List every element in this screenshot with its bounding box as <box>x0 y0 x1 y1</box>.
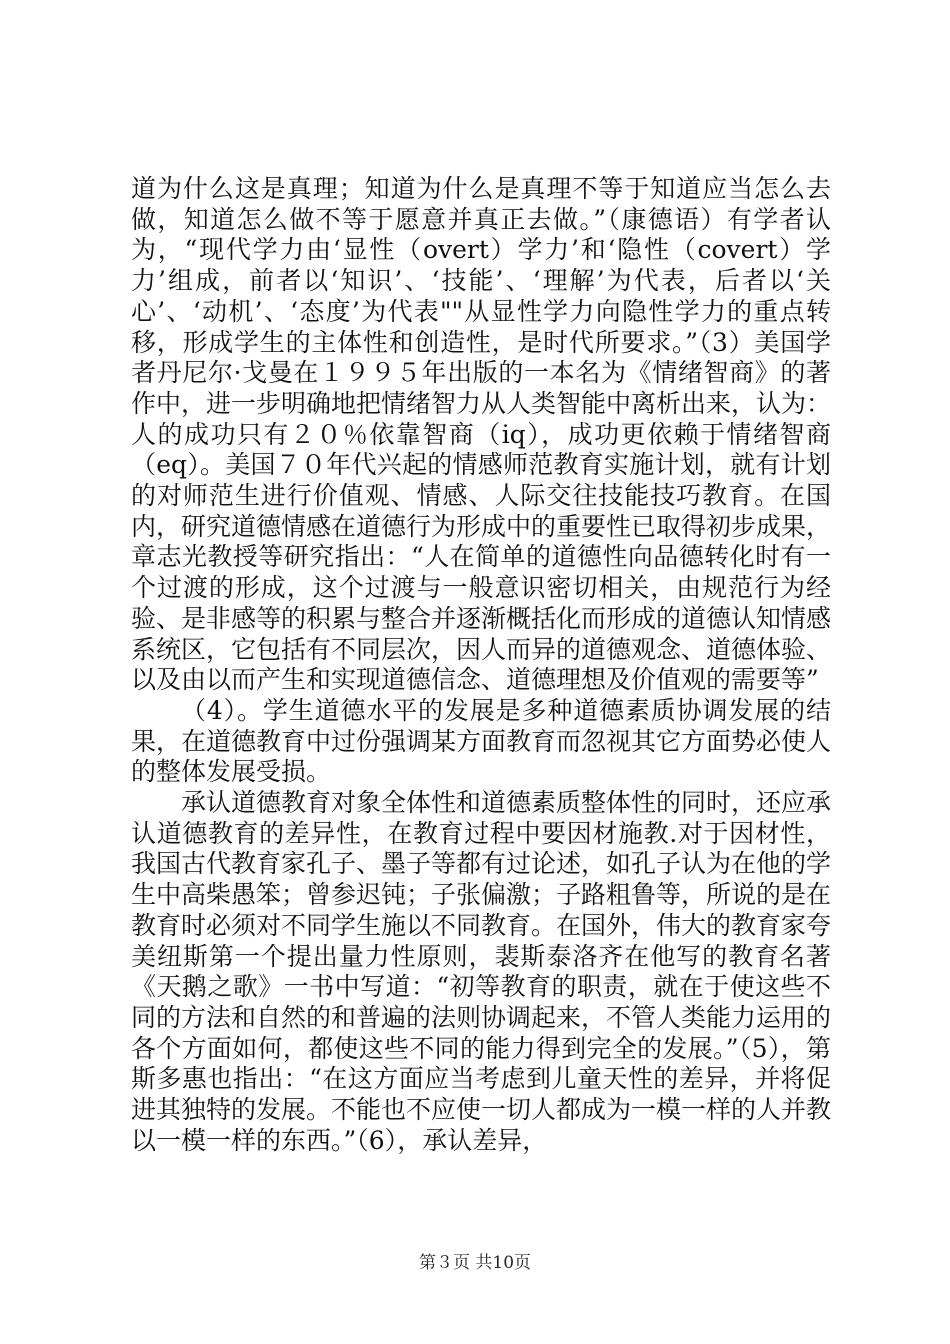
paragraph: （4）。学生道德水平的发展是多种道德素质协调发展的结果，在道德教育中过份强调某方面教育而忽视其它方面势必使人的整体发展受损。 <box>131 695 832 787</box>
document-body <box>131 174 831 1157</box>
page-number: 第３页 共10页 <box>418 1253 532 1273</box>
paragraph-continued: 道为什么这是真理；知道为什么是真理不等于知道应当怎么去做，知道怎么做不等于愿意并真正去做。”（康德语）有学者认为，“现代学力由‘显性（overt）学力’和‘隐性（covert）学力’组成，前者以‘知识’、‘技能’、‘理解’为代表，后者以‘关心’、‘动机’、‘态度’为代表""从显性学力向隐性学力的重点转移，形成学生的主体性和创造性，是时代所要求。”（3）美国学者丹尼尔·戈曼在１９９５年出版的一本名为《情绪智商》的著作中，进一步明确地把情绪智力从人类智能中离析出来，认为：人的成功只有２０％依靠智商（iq），成功更依赖于情绪智商（eq）。美国７０年代兴起的情感师范教育实施计划，就有计划的对师范生进行价值观、情感、人际交往技能技巧教育。在国内，研究道德情感在道德行为形成中的重要性已取得初步成果，章志光教授等研究指出：“人在简单的道德性向品德转化时有一个过渡的形成，这个过渡与一般意识密切相关，由规范行为经验、是非感等的积累与整合并逐渐概括化而形成的道德认知情感系统区，它包括有不同层次，因人而异的道德观念、道德体验、以及由以而产生和实现道德信念、道德理想及价值观的需要等” <box>131 174 832 695</box>
paragraph: 承认道德教育对象全体性和道德素质整体性的同时，还应承认道德教育的差异性，在教育过程中要因材施教.对于因材性，我国古代教育家孔子、墨子等都有过论述，如孔子认为在他的学生中高柴愚笨；曾参迟钝；子张偏激；子路粗鲁等，所说的是在教育时必须对不同学生施以不同教育。在国外，伟大的教育家夸美纽斯第一个提出量力性原则，裴斯泰洛齐在他写的教育名著《天鹅之歌》一书中写道：“初等教育的职责，就在于使这些不同的方法和自然的和普遍的法则协调起来，不管人类能力运用的各个方面如何，都使这些不同的能力得到完全的发展。”（5），第斯多惠也指出：“在这方面应当考虑到儿童天性的差异，并将促进其独特的发展。不能也不应使一切人都成为一模一样的人并教以一模一样的东西。”（6），承认差异， <box>131 788 832 1155</box>
